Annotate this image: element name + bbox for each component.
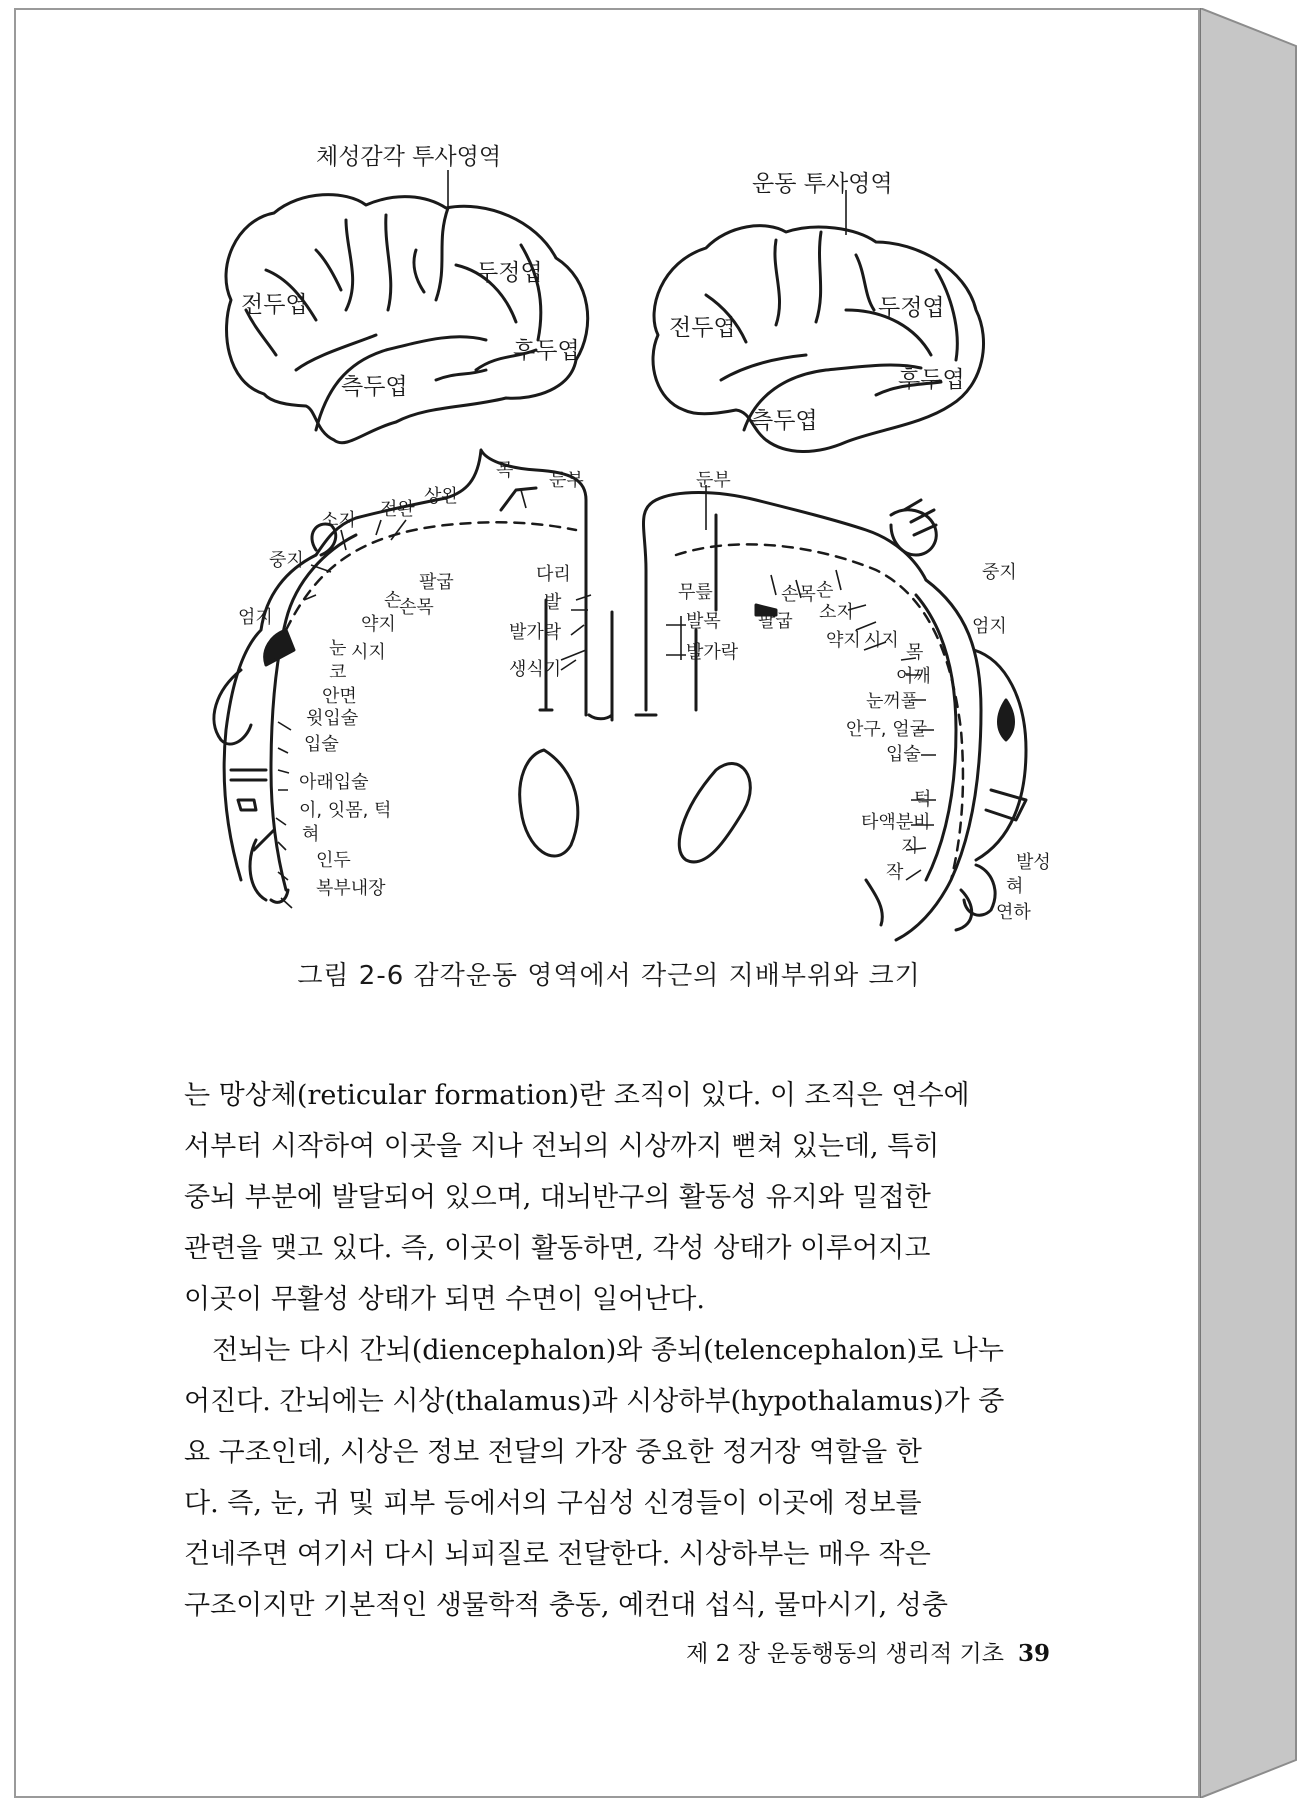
- sensory-label-face: 안면: [322, 686, 357, 707]
- book-page: [14, 8, 1200, 1798]
- motor-label-lips: 입술: [886, 744, 921, 765]
- motor-label-toes: 발가락: [686, 642, 739, 663]
- sensory-label-nose: 코: [329, 662, 347, 683]
- figure-2-6: [16, 10, 1202, 1010]
- label-temporal-lobe: 측두엽: [751, 408, 818, 434]
- motor-label-jaw: 턱: [914, 789, 932, 810]
- paragraph: [184, 1325, 1069, 1631]
- motor-label-wrist: 손목: [781, 584, 816, 605]
- label-occipital-lobe: 후두엽: [898, 367, 965, 393]
- chapter-title: 제 2 장 운동행동의 생리적 기초: [686, 1641, 1004, 1667]
- text-line: 이곳이 무활성 상태가 되면 수면이 일어난다.: [184, 1284, 705, 1315]
- motor-label-eyeball-face: 안구, 얼굴: [846, 719, 927, 740]
- sensory-label-elbow: 팔굽: [419, 572, 454, 593]
- sensory-label-upper-lip: 윗입술: [306, 708, 359, 729]
- thalamus-right: [679, 764, 750, 862]
- sensory-label-tongue: 혀: [302, 824, 320, 845]
- text-line: 건네주면 여기서 다시 뇌피질로 전달한다. 시상하부는 매우 작은: [184, 1539, 931, 1570]
- label-frontal-lobe: 전두엽: [669, 315, 736, 341]
- motor-label-mastication-1: 지: [901, 836, 919, 857]
- text-line: 다. 즉, 눈, 귀 및 피부 등에서의 구심성 신경들이 이곳에 정보를: [184, 1488, 922, 1519]
- text-line: 요 구조인데, 시상은 정보 전달의 가장 중요한 정거장 역할을 한: [184, 1437, 922, 1468]
- figure-caption: 그림 2-6 감각운동 영역에서 각근의 지배부위와 크기: [297, 961, 921, 991]
- sensory-label-hip: 둔부: [549, 470, 584, 491]
- sensory-label-foot: 발: [544, 592, 562, 613]
- motor-label-shoulder: 어깨: [896, 666, 931, 687]
- label-frontal-lobe: 전두엽: [241, 292, 308, 318]
- motor-label-mastication-2: 작: [886, 862, 904, 883]
- motor-label-little-finger: 소지: [819, 602, 854, 623]
- sensory-label-genitals: 생식기: [509, 659, 562, 680]
- page-stack-edge: [1200, 8, 1301, 1798]
- motor-label-hip: 둔부: [696, 470, 731, 491]
- text-line: 전뇌는 다시 간뇌(diencephalon)와 종뇌(telencephalon)로 나누: [212, 1335, 1004, 1366]
- sensory-label-leg: 다리: [536, 564, 571, 585]
- label-temporal-lobe: 측두엽: [341, 374, 408, 400]
- sensory-label-intra-abdominal: 복부내장: [316, 878, 386, 899]
- label-parietal-lobe: 두정엽: [878, 295, 945, 321]
- sensory-label-forearm: 전완: [380, 499, 415, 520]
- text-line: 어진다. 간뇌에는 시상(thalamus)과 시상하부(hypothalamus)가 중: [184, 1386, 1005, 1417]
- sensory-label-wrist: 손목: [399, 597, 434, 618]
- motor-label-neck: 목: [906, 642, 924, 663]
- sensory-area-title: 체성감각 투사영역: [316, 144, 502, 170]
- sensory-label-neck: 목: [496, 460, 514, 481]
- label-parietal-lobe: 두정엽: [476, 260, 543, 286]
- sensory-label-hand: 손: [384, 590, 402, 611]
- motor-label-ankle: 발목: [686, 611, 721, 632]
- sensory-label-lower-lip: 아래입술: [299, 772, 369, 793]
- sensory-label-lips: 입술: [304, 734, 339, 755]
- sensory-label-thumb: 엄지: [238, 607, 273, 628]
- motor-label-eyelid: 눈꺼풀: [866, 691, 919, 712]
- motor-label-vocalization: 발성: [1016, 852, 1051, 873]
- motor-label-middle-finger: 중지: [982, 562, 1017, 583]
- body-text: [184, 1070, 1069, 1631]
- sensory-label-upper-arm: 상완: [424, 486, 459, 507]
- motor-label-elbow: 팔굽: [758, 611, 793, 632]
- thalamus-left: [520, 750, 578, 856]
- sensory-label-middle-finger: 중지: [269, 550, 304, 571]
- motor-area-title: 운동 투사영역: [752, 171, 893, 197]
- motor-label-ring-finger: 약지: [826, 630, 861, 651]
- sensory-label-little-finger: 소지: [321, 510, 356, 531]
- sensory-label-index-finger: 시지: [351, 642, 386, 663]
- sensory-label-teeth-gums-jaw: 이, 잇몸, 턱: [299, 800, 392, 821]
- motor-label-salivation: 타액분비: [861, 812, 931, 833]
- paragraph: [184, 1070, 1069, 1325]
- running-footer: [686, 1635, 1050, 1668]
- text-line: 서부터 시작하여 이곳을 지나 전뇌의 시상까지 뻗쳐 있는데, 특히: [184, 1131, 940, 1162]
- sensory-label-eye: 눈: [329, 638, 347, 659]
- text-line: 구조이지만 기본적인 생물학적 충동, 예컨대 섭식, 물마시기, 성충: [184, 1590, 948, 1621]
- sensory-label-ring-finger: 약지: [361, 614, 396, 635]
- text-line: 관련을 맺고 있다. 즉, 이곳이 활동하면, 각성 상태가 이루어지고: [184, 1233, 931, 1264]
- sensory-label-toes: 발가락: [509, 622, 562, 643]
- brain-lateral-sensory: [226, 195, 588, 443]
- motor-homunculus: [636, 493, 1026, 941]
- motor-label-hand: 손: [816, 580, 834, 601]
- motor-label-thumb: 엄지: [972, 616, 1007, 637]
- motor-label-swallowing: 연하: [996, 902, 1031, 923]
- motor-label-knee: 무릎: [678, 582, 713, 603]
- page-number: 39: [1017, 1640, 1050, 1667]
- motor-label-index-finger: 시지: [864, 630, 899, 651]
- text-line: 중뇌 부분에 발달되어 있으며, 대뇌반구의 활동성 유지와 밀접한: [184, 1182, 931, 1213]
- text-line: 는 망상체(reticular formation)란 조직이 있다. 이 조직은 연수에: [184, 1080, 970, 1111]
- label-occipital-lobe: 후두엽: [513, 338, 580, 364]
- motor-label-tongue: 혀: [1006, 876, 1024, 897]
- sensory-label-pharynx: 인두: [316, 850, 351, 871]
